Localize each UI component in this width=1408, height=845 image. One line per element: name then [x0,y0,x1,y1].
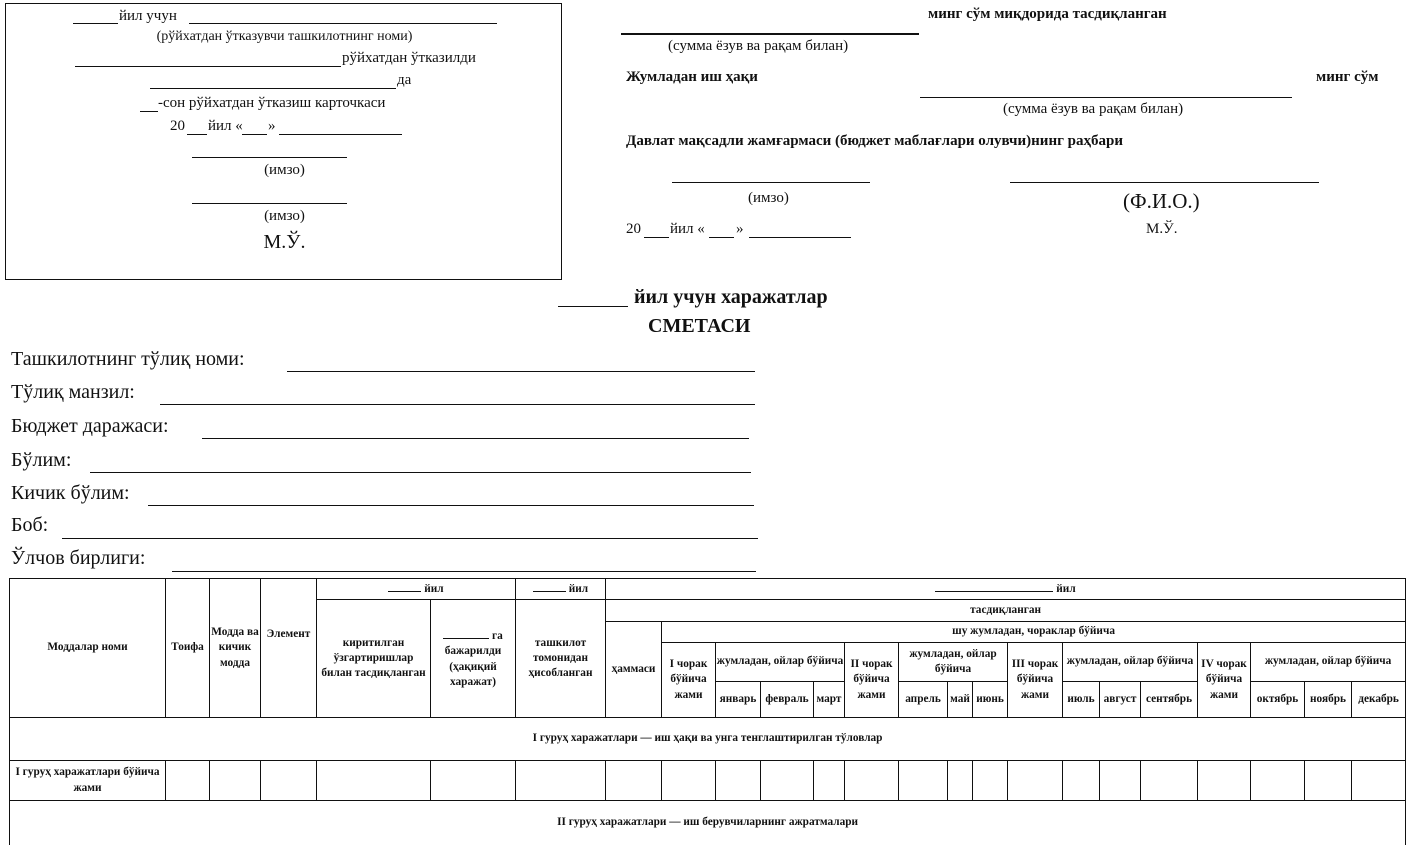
table-cell[interactable] [814,761,845,801]
prev-year-label: йил [424,583,444,596]
header-q2-total: II чорак бўйича жами [845,643,899,718]
header-q3-total: III чорак бўйича жами [1008,643,1063,718]
head-title: Давлат мақсадли жамғармаси (бюджет маблағлари олувчи)нинг раҳбари [626,133,1123,149]
header-month-february: февраль [761,682,814,718]
approval-month-blank[interactable] [749,237,851,238]
table-cell[interactable] [1100,761,1141,801]
header-q1-total: I чорак бўйича жами [662,643,716,718]
group2-title-row: II гуруҳ харажатлари — иш берувчиларнинг ажратмалари [10,801,1406,845]
registered-label: рўйхатдан ўтказилди [342,50,476,66]
year-blank[interactable] [73,23,118,24]
header-month-november: ноябрь [1305,682,1352,718]
field-address-label: Тўлиқ манзил: [11,381,135,403]
header-month-july: июль [1063,682,1100,718]
field-section-label: Бўлим: [11,449,72,471]
table-cell[interactable] [662,761,716,801]
table-cell[interactable] [1198,761,1251,801]
date-close: » [268,118,276,134]
title-line2: СМЕТАСИ [648,315,751,337]
header-current-year [516,579,606,600]
header-month-march: март [814,682,845,718]
thousand-sum-label: минг сўм [1316,69,1379,85]
table-cell[interactable] [317,761,431,801]
salary-amount-blank[interactable] [920,97,1292,98]
month-blank[interactable] [279,134,402,135]
header-q4-total: IV чорак бўйича жами [1198,643,1251,718]
header-month-january: январь [716,682,761,718]
head-fio-line[interactable] [1010,182,1319,183]
date-blank[interactable] [150,88,396,89]
field-unit-label: Ўлчов бирлиги: [11,547,146,569]
registration-box [5,3,562,280]
field-chapter-label: Боб: [11,514,49,536]
header-group: Тоифа [166,579,210,718]
field-chapter-input[interactable] [62,538,758,539]
field-unit-input[interactable] [172,571,756,572]
approval-date-yil: йил « [670,221,705,237]
current-year-blank[interactable] [533,580,566,592]
signature2-caption: (имзо) [264,208,305,224]
table-cell[interactable] [948,761,973,801]
header-plan-year [606,579,1406,600]
header-month-august: август [1100,682,1141,718]
date-prefix: 20 [170,118,185,134]
plan-year-label: йил [1056,583,1076,596]
year-digits-blank[interactable] [187,134,207,135]
table-cell[interactable] [1063,761,1100,801]
approval-seal: М.Ў. [1146,221,1178,237]
header-org-calculated: ташкилот томонидан ҳисобланган [516,600,606,718]
amount-caption-1: (сумма ёзув ва рақам билан) [668,38,849,54]
da-label: да [397,72,412,88]
approved-amount-blank[interactable] [621,33,919,35]
header-month-september: сентябрь [1141,682,1198,718]
header-approved-with-changes: киритилган ўзгартиришлар билан тасдиқланган [317,600,431,718]
header-q3-by-months: жумладан, ойлар бўйича [1063,643,1198,682]
plan-year-blank[interactable] [935,580,1053,592]
group1-title-row: I гуруҳ харажатлари — иш ҳақи ва унга тенглаштирилган тўловлар [10,718,1406,761]
table-cell[interactable] [1141,761,1198,801]
header-item: Модда ва кичик модда [210,579,261,718]
approved-amount-label: минг сўм миқдорида тасдиқланган [928,6,1167,22]
header-approved: тасдиқланган [606,600,1406,622]
approval-date-close: » [736,221,744,237]
table-cell[interactable] [210,761,261,801]
table-cell[interactable] [1251,761,1305,801]
smeta-table [9,578,1406,845]
group1-total-row [10,761,1406,801]
signature1-caption: (имзо) [264,162,305,178]
table-cell[interactable] [261,761,317,801]
table-cell[interactable] [845,761,899,801]
header-q4-by-months: жумладан, ойлар бўйича [1251,643,1406,682]
field-org-name-input[interactable] [287,371,755,372]
day-blank[interactable] [242,134,267,135]
executed-suffix: га [492,630,503,642]
header-month-october: октябрь [1251,682,1305,718]
reg-year-label: йил учун [119,8,177,24]
header-month-may: май [948,682,973,718]
header-by-quarters: шу жумладан, чораклар бўйича [662,622,1406,643]
head-fio-caption: (Ф.И.О.) [1123,189,1200,213]
title-line1: йил учун харажатлар [634,286,828,308]
field-budget-level-input[interactable] [202,438,749,439]
signature2-line[interactable] [192,203,347,204]
table-cell[interactable] [1305,761,1352,801]
table-cell[interactable] [516,761,606,801]
table-cell[interactable] [166,761,210,801]
date-yil: йил « [208,118,243,134]
header-q2-by-months: жумладан, ойлар бўйича [899,643,1008,682]
header-item-name: Моддалар номи [10,579,166,718]
header-q1-by-months: жумладан, ойлар бўйича [716,643,845,682]
table-cell[interactable] [431,761,516,801]
header-executed [431,600,516,718]
registered-blank[interactable] [75,66,341,67]
header-element: Элемент [261,579,317,718]
table-cell[interactable] [1008,761,1063,801]
current-year-label: йил [568,583,589,596]
header-month-december: декабрь [1352,682,1406,718]
field-address-input[interactable] [160,404,755,405]
field-budget-level-label: Бюджет даражаси: [11,415,169,437]
header-month-april: апрель [899,682,948,718]
header-prev-year [317,579,516,600]
org-name-caption: (рўйхатдан ўтказувчи ташкилотнинг номи) [156,29,413,44]
executed-label: бажарилди (ҳақиқий харажат) [444,645,502,688]
table-cell[interactable] [1352,761,1406,801]
approval-date-prefix: 20 [626,221,641,237]
head-signature-line[interactable] [672,182,870,183]
signature1-line[interactable] [192,157,347,158]
table-cell[interactable] [716,761,761,801]
field-section-input[interactable] [90,472,751,473]
including-salary-label: Жумладан иш ҳақи [626,69,758,85]
header-total: ҳаммаси [606,622,662,718]
head-signature-caption: (имзо) [748,190,789,206]
field-subsection-label: Кичик бўлим: [11,482,130,504]
field-subsection-input[interactable] [148,505,754,506]
prev-year-blank[interactable] [388,580,421,592]
org-name-blank[interactable] [189,23,497,24]
executed-date-blank[interactable] [443,627,489,639]
approval-year-blank[interactable] [644,237,669,238]
group1-total-label: I гуруҳ харажатлари бўйича жами [10,761,166,801]
table-cell[interactable] [973,761,1008,801]
card-number-blank[interactable] [140,111,158,112]
approval-day-blank[interactable] [709,237,734,238]
table-cell[interactable] [899,761,948,801]
table-cell[interactable] [606,761,662,801]
amount-caption-2: (сумма ёзув ва рақам билан) [1003,101,1184,117]
field-org-name-label: Ташкилотнинг тўлиқ номи: [11,348,245,370]
table-cell[interactable] [761,761,814,801]
header-month-june: июнь [973,682,1008,718]
title-year-blank[interactable] [558,306,628,307]
seal-label: М.Ў. [263,231,306,253]
card-label: -сон рўйхатдан ўтказиш карточкаси [158,95,386,111]
